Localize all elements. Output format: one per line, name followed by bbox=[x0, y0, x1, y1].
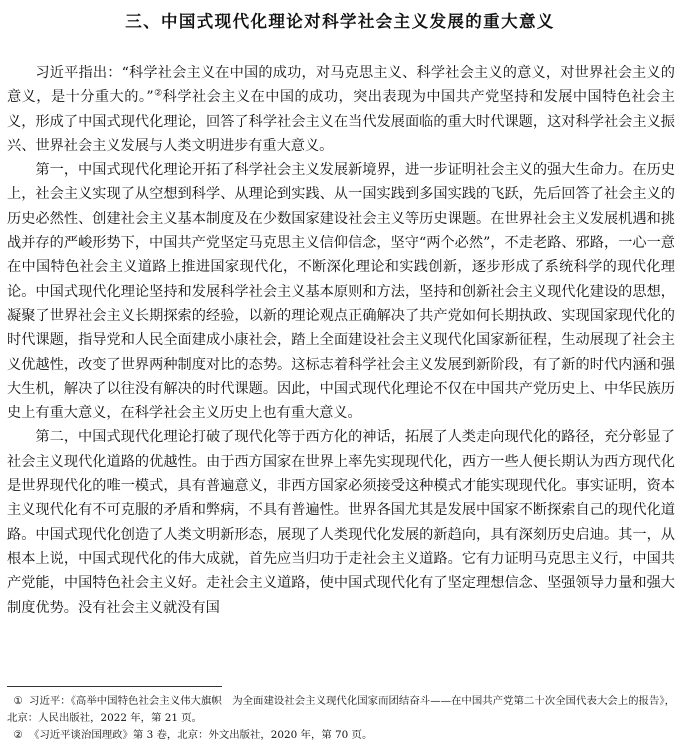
footnote-divider bbox=[7, 686, 222, 687]
footnote-text: 习近平：《高举中国特色社会主义伟大旗帜 为全面建设社会主义现代化国家而团结奋斗——在中国共产党第二十次全国代表大会上的报告》，北京：人民出版社，2022 年，第 21 页。 bbox=[7, 695, 675, 724]
footnotes bbox=[7, 693, 675, 744]
paragraph-intro-quote: 习近平指出：“科学社会主义在中国的成功，对马克思主义、科学社会主义的意义，对世界社会主义的意义，是十分重大的。” bbox=[7, 65, 675, 106]
paragraph-second-point: 第二，中国式现代化理论打破了现代化等于西方化的神话，拓展了人类走向现代化的路径，充分彰显了社会主义现代化道路的优越性。由于西方国家在世界上率先实现现代化，西方一些人便长期认为西方现代化是世界现代化的唯一模式，具有普遍意义，非西方国家必须接受这种模式才能实现现代化。事实证明，资本主义现代化有不可克服的矛盾和弊病，不具有普遍性。世界各国尤其是发展中国家不断探索自己的现代化道路。中国式现代化创造了人类文明新形态，展现了人类现代化发展的新趋向，具有深刻历史启迪。其一，从根本上说，中国式现代化的伟大成就，首先应当归功于走社会主义道路。它有力证明马克思主义行，中国共产党能，中国特色社会主义好。走社会主义道路，使中国式现代化有了坚定理想信念、坚强领导力量和强大制度优势。没有社会主义就没有国 bbox=[7, 429, 675, 616]
body-text bbox=[7, 61, 675, 620]
section-heading: 三、中国式现代化理论对科学社会主义发展的重大意义 bbox=[125, 12, 555, 31]
paragraph-intro-rest: 科学社会主义在中国的成功，突出表现为中国共产党坚持和发展中国特色社会主义，形成了中国式现代化理论，回答了科学社会主义在当代发展面临的重大时代课题，这对科学社会主义振兴、世界社会主义发展与人类文明进步有重大意义。 bbox=[7, 89, 675, 154]
footnote-item bbox=[7, 693, 675, 727]
footnote-text: 《习近平谈治国理政》第 3 卷，北京：外文出版社，2020 年，第 70 页。 bbox=[29, 729, 373, 741]
footnote-mark: ② bbox=[13, 729, 23, 741]
footnote-mark: ① bbox=[13, 695, 23, 707]
paragraph-first-point: 第一，中国式现代化理论开拓了科学社会主义发展新境界，进一步证明社会主义的强大生命力。在历史上，社会主义实现了从空想到科学、从理论到实践、从一国实践到多国实践的飞跃，先后回答了社会主义的历史必然性、创建社会主义基本制度及在少数国家建设社会主义等历史课题。在世界社会主义发展机遇和挑战并存的严峻形势下，中国共产党坚定马克思主义信仰信念，坚守“两个必然”，不走老路、邪路，一心一意在中国特色社会主义道路上推进国家现代化，不断深化理论和实践创新，逐步形成了系统科学的现代化理论。中国式现代化理论坚持和发展科学社会主义基本原则和方法，坚持和创新社会主义现代化建设的思想，凝聚了世界社会主义长期探索的经验，以新的理论观点正确解决了共产党如何长期执政、实现国家现代化的时代课题，指导党和人民全面建成小康社会，踏上全面建设社会主义现代化国家新征程，生动展现了社会主义优越性，改变了世界两种制度对比的态势。这标志着科学社会主义发展到新阶段，有了新的时代内涵和强大生机，解决了以往没有解决的时代课题。因此，中国式现代化理论不仅在中国共产党历史上、中华民族历史上有重大意义，在科学社会主义历史上也有重大意义。 bbox=[7, 162, 675, 422]
paragraph-intro bbox=[7, 61, 675, 158]
footnote-item bbox=[7, 727, 675, 744]
footnote-ref[interactable]: ② bbox=[153, 88, 163, 99]
